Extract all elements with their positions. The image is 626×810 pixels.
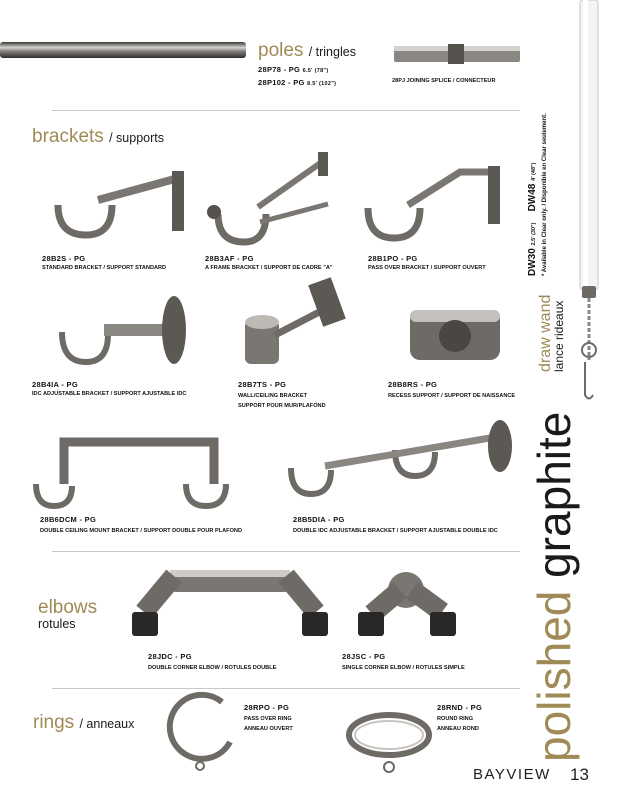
pole-code: 28P78 - PG — [258, 65, 301, 74]
rings-subtitle: / anneaux — [79, 717, 135, 731]
collection-word2: graphite — [528, 411, 580, 578]
double-ceiling-bracket-image — [28, 432, 263, 512]
wand-size: 2.5' (30") — [531, 222, 537, 246]
idc-adjustable-bracket-image — [52, 292, 192, 372]
poles-title: poles — [258, 40, 304, 61]
wall-ceiling-bracket-image — [235, 280, 365, 370]
a-frame-bracket-image — [200, 152, 340, 247]
joining-splice-image — [392, 40, 522, 70]
elbows-subtitle: rotules — [38, 617, 76, 631]
divider — [52, 110, 520, 111]
bracket-code: 28B7TS - PG — [238, 380, 287, 389]
pole-size: 8.5' (102") — [307, 81, 337, 87]
ring-desc-fr: ANNEAU ROND — [437, 726, 479, 732]
splice-label: 28PJ JOINING SPLICE / CONNECTEUR — [392, 78, 496, 84]
bracket-desc: IDC ADJUSTABLE BRACKET / SUPPORT AJUSTABLE IDC — [32, 391, 187, 397]
divider — [52, 688, 520, 689]
draw-wand-image — [570, 0, 610, 420]
bracket-desc: WALL/CEILING BRACKET — [238, 393, 307, 399]
round-ring-image — [344, 705, 434, 780]
elbows-title: elbows — [38, 597, 98, 618]
double-corner-elbow-image — [130, 566, 330, 644]
ring-code: 28RPO - PG — [244, 703, 290, 712]
wand-size: 4' (48") — [531, 162, 537, 181]
elbow-desc: DOUBLE CORNER ELBOW / ROTULES DOUBLE — [148, 665, 277, 671]
bracket-code: 28B3AF - PG — [205, 254, 254, 263]
bracket-code: 28B2S - PG — [42, 254, 86, 263]
bracket-desc: STANDARD BRACKET / SUPPORT STANDARD — [42, 265, 167, 271]
pole-image — [0, 38, 250, 68]
double-idc-bracket-image — [285, 418, 525, 508]
page-number: 13 — [570, 765, 589, 784]
bracket-desc: DOUBLE CEILING MOUNT BRACKET / SUPPORT DOUBLE POUR PLAFOND — [40, 528, 242, 534]
rings-title: rings — [33, 712, 75, 733]
brand-logo: BAYVIEW — [473, 766, 551, 783]
single-corner-elbow-image — [354, 566, 462, 642]
brackets-title: brackets — [32, 126, 104, 147]
divider — [52, 551, 520, 552]
standard-bracket-image — [50, 165, 195, 245]
bracket-code: 28B1PO - PG — [368, 254, 418, 263]
bracket-desc: DOUBLE IDC ADJUSTABLE BRACKET / SUPPORT AJUSTABLE DOUBLE IDC — [293, 528, 498, 534]
draw-wand-subtitle: lance rideaux — [552, 300, 566, 372]
bracket-code: 28B4IA - PG — [32, 380, 78, 389]
bracket-code: 28B8RS - PG — [388, 380, 438, 389]
elbow-code: 28JSC - PG — [342, 652, 386, 661]
ring-desc-fr: ANNEAU OUVERT — [244, 726, 293, 732]
wand-code: DW30 — [527, 248, 538, 276]
pole-code: 28P102 - PG — [258, 78, 305, 87]
bracket-desc: RECESS SUPPORT / SUPPORT DE NAISSANCE — [388, 393, 516, 399]
pass-over-bracket-image — [360, 160, 510, 245]
brackets-subtitle: / supports — [109, 131, 164, 145]
bracket-desc-fr: SUPPORT POUR MUR/PLAFOND — [238, 403, 326, 409]
bracket-desc: A FRAME BRACKET / SUPPORT DE CADRE "A" — [205, 265, 333, 271]
ring-desc: ROUND RING — [437, 716, 474, 722]
elbow-desc: SINGLE CORNER ELBOW / ROTULES SIMPLE — [342, 665, 465, 671]
pole-size: 6.5' (78") — [302, 68, 329, 74]
wand-code: DW48 — [527, 183, 538, 212]
pass-over-ring-image — [160, 690, 250, 780]
ring-desc: PASS OVER RING — [244, 716, 292, 722]
poles-subtitle: / tringles — [308, 45, 356, 59]
bracket-code: 28B6DCM - PG — [40, 515, 97, 524]
wand-note: * Available in Clear only. / Disponible en Clear seulement. — [542, 113, 548, 276]
elbow-code: 28JDC - PG — [148, 652, 192, 661]
bracket-desc: PASS OVER BRACKET / SUPPORT OUVERT — [368, 265, 486, 271]
recess-support-image — [402, 292, 512, 368]
bracket-code: 28B5DIA - PG — [293, 515, 345, 524]
collection-word1: polished — [528, 590, 580, 762]
draw-wand-title: draw wand — [537, 294, 554, 372]
ring-code: 28RND - PG — [437, 703, 483, 712]
